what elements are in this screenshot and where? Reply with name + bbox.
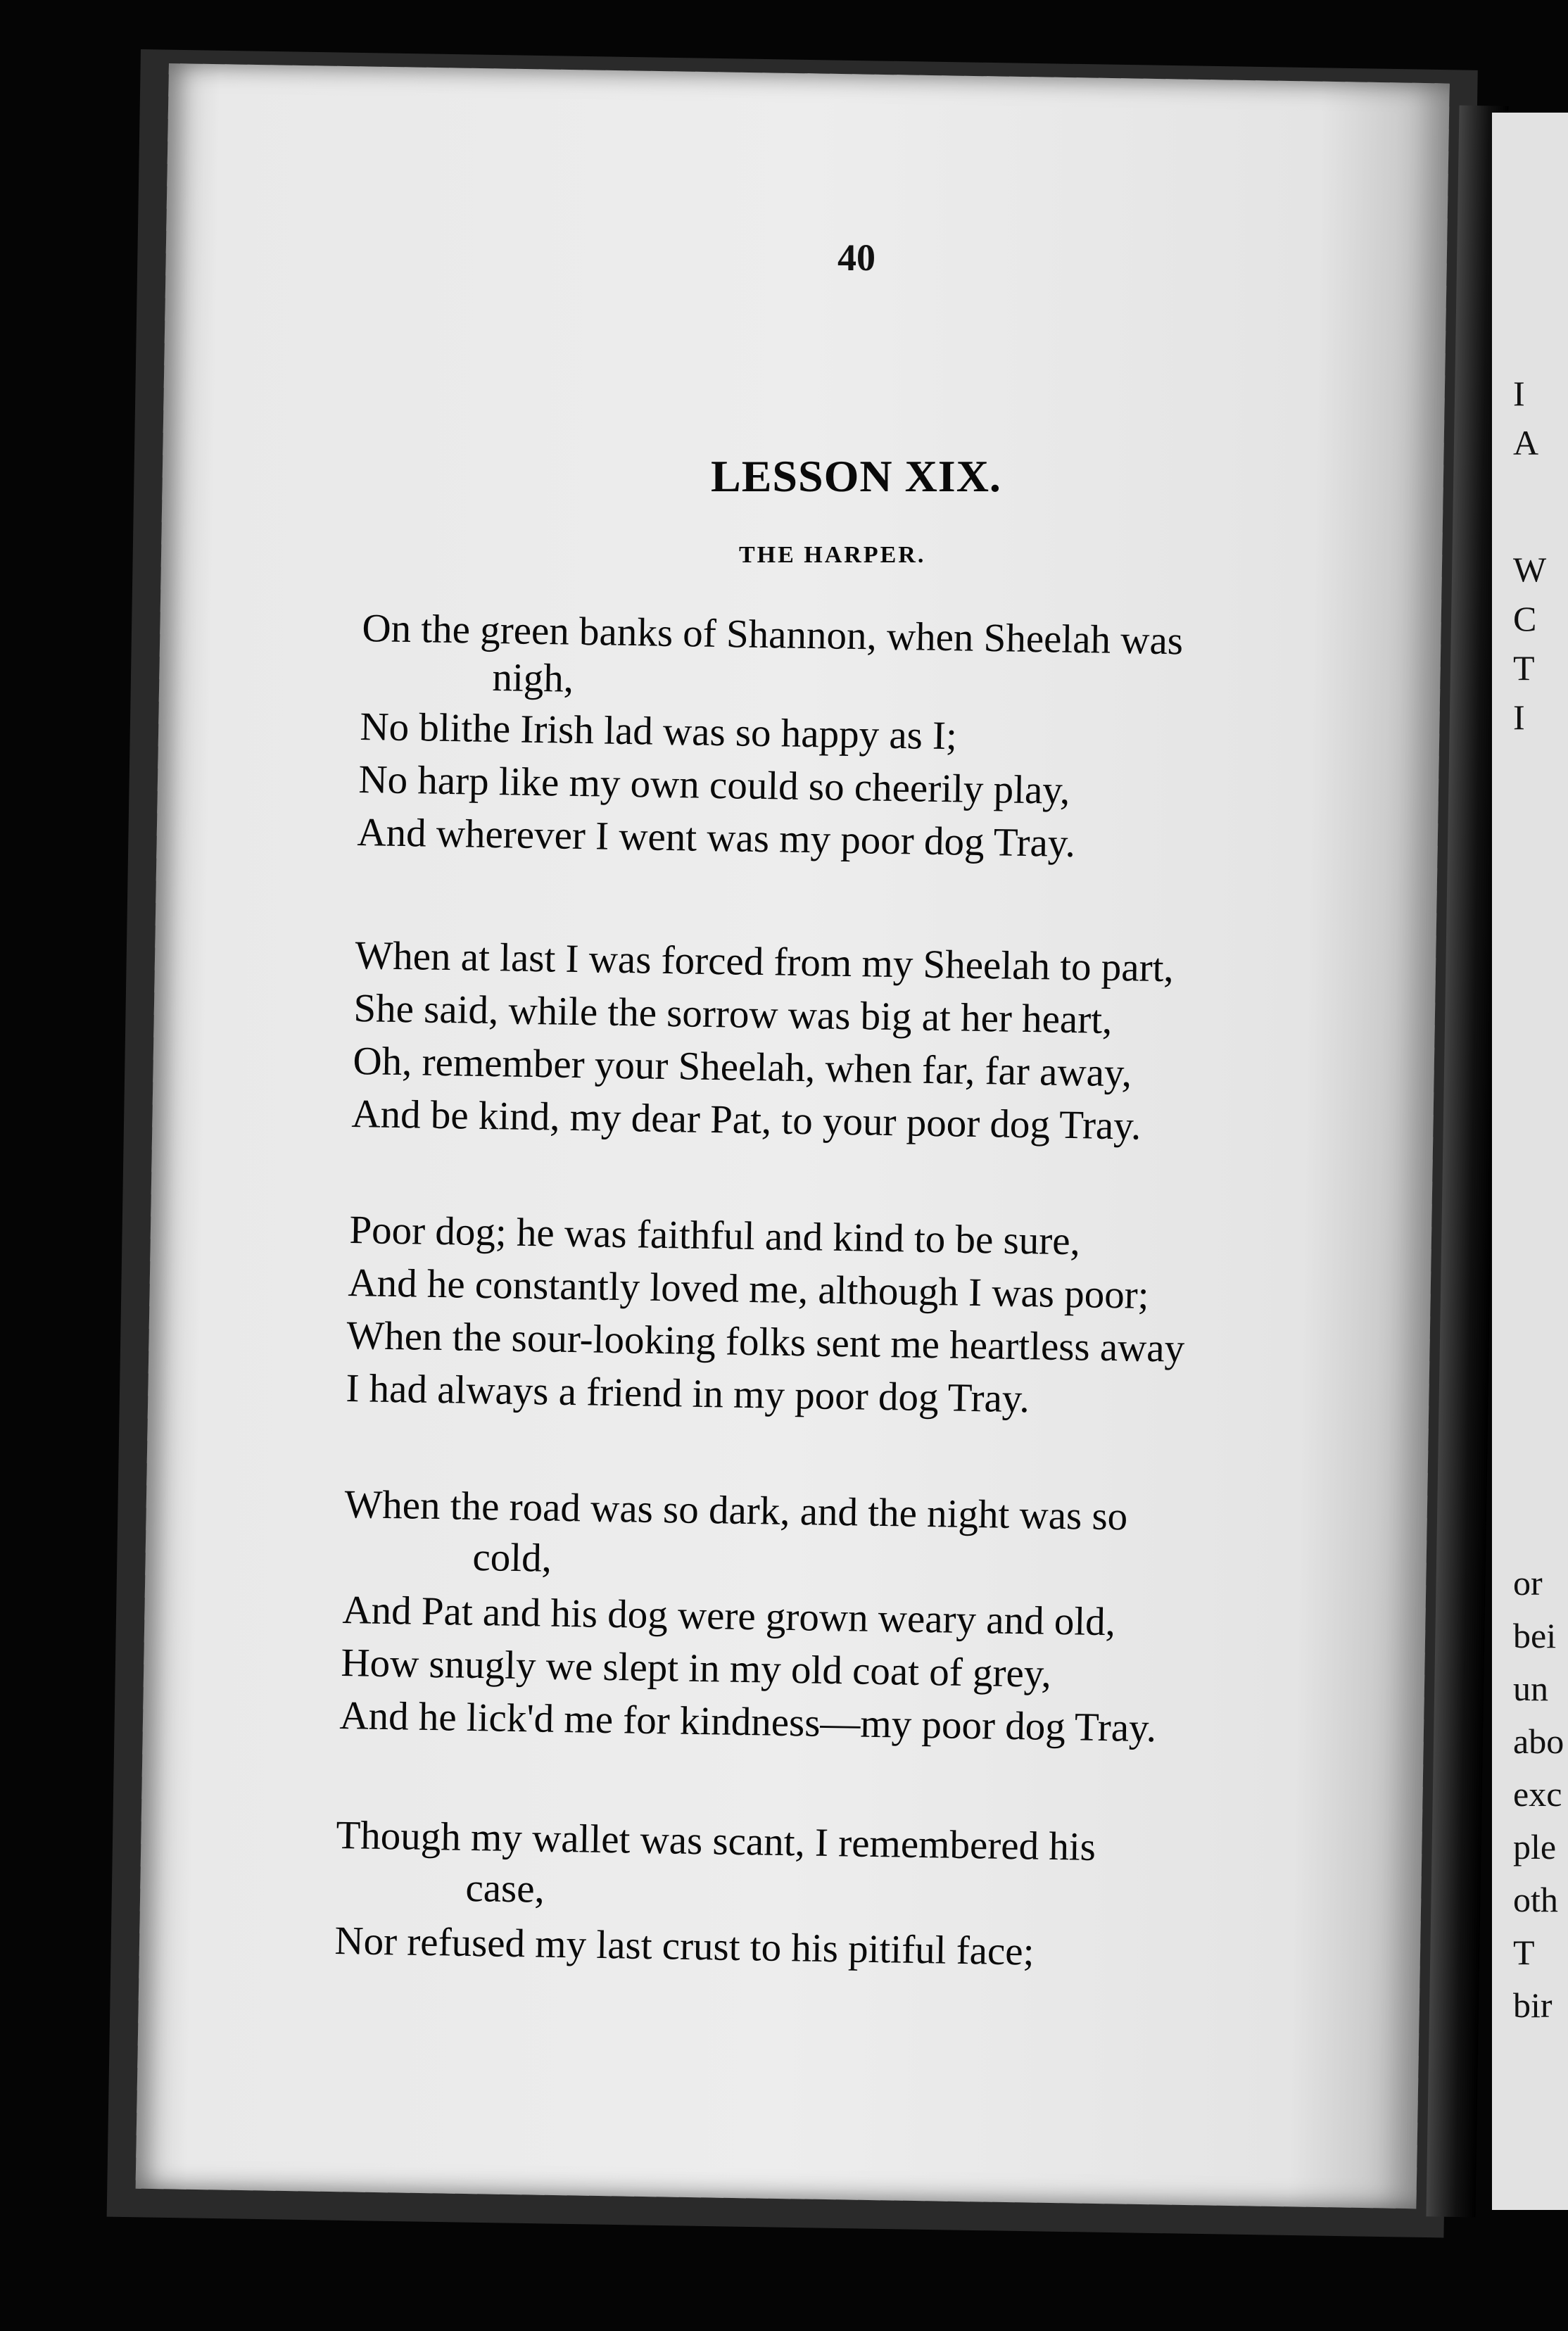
poem-line: When the road was so dark, and the night was so	[343, 1482, 1128, 1539]
adjacent-fragment: W	[1513, 550, 1547, 589]
page-number: 40	[837, 236, 875, 279]
poem-title: THE HARPER.	[739, 542, 926, 568]
poem-line: nigh,	[491, 655, 574, 701]
poem-line: And he constantly loved me, although I was poor;	[347, 1260, 1150, 1318]
adjacent-fragment: I	[1513, 374, 1525, 413]
poem-line: When the sour-looking folks sent me heartless away	[346, 1313, 1185, 1371]
adjacent-fragment: I	[1513, 697, 1525, 737]
poem-line: Oh, remember your Sheelah, when far, far away,	[352, 1038, 1132, 1096]
adjacent-fragment: bei	[1513, 1616, 1557, 1655]
poem-line: cold,	[472, 1534, 552, 1581]
poem-line: On the green banks of Shannon, when Sheelah was	[361, 605, 1184, 664]
poem-line: And wherever I went was my poor dog Tray.	[356, 809, 1076, 866]
adjacent-fragment: oth	[1513, 1880, 1558, 1919]
poem-line: And be kind, my dear Pat, to your poor dog Tray.	[350, 1091, 1142, 1149]
adjacent-fragment: exc	[1513, 1774, 1562, 1814]
poem-line: I had always a friend in my poor dog Tray.	[345, 1365, 1030, 1422]
poem-line: No harp like my own could so cheerily play,	[358, 757, 1070, 813]
adjacent-fragment: ple	[1513, 1827, 1557, 1866]
adjacent-fragment: or	[1513, 1563, 1543, 1603]
adjacent-fragment: A	[1513, 423, 1539, 462]
poem-line: She said, while the sorrow was big at her heart,	[353, 985, 1113, 1042]
poem-line: And he lick'd me for kindness—my poor dog Tray.	[339, 1693, 1157, 1751]
poem-line: When at last I was forced from my Sheelah to part,	[354, 933, 1175, 991]
poem-line: case,	[464, 1865, 545, 1912]
poem-line: No blithe Irish lad was so happy as I;	[359, 704, 958, 759]
poem-line: Poor dog; he was faithful and kind to be sure,	[348, 1207, 1081, 1264]
poem-line: Though my wallet was scant, I remembered his	[335, 1812, 1096, 1869]
adjacent-fragment: C	[1513, 599, 1537, 638]
poem-line: Nor refused my last crust to his pitiful face;	[334, 1918, 1035, 1974]
adjacent-fragment: abo	[1513, 1722, 1564, 1761]
adjacent-fragment: un	[1513, 1669, 1548, 1708]
adjacent-fragment: bir	[1513, 1985, 1553, 2025]
adjacent-fragment: T	[1513, 648, 1535, 688]
poem-line: And Pat and his dog were grown weary and old,	[341, 1587, 1116, 1645]
poem-line: How snugly we slept in my old coat of grey,	[340, 1640, 1052, 1696]
adjacent-fragment: T	[1513, 1933, 1535, 1972]
lesson-heading: LESSON XIX.	[711, 451, 1001, 501]
